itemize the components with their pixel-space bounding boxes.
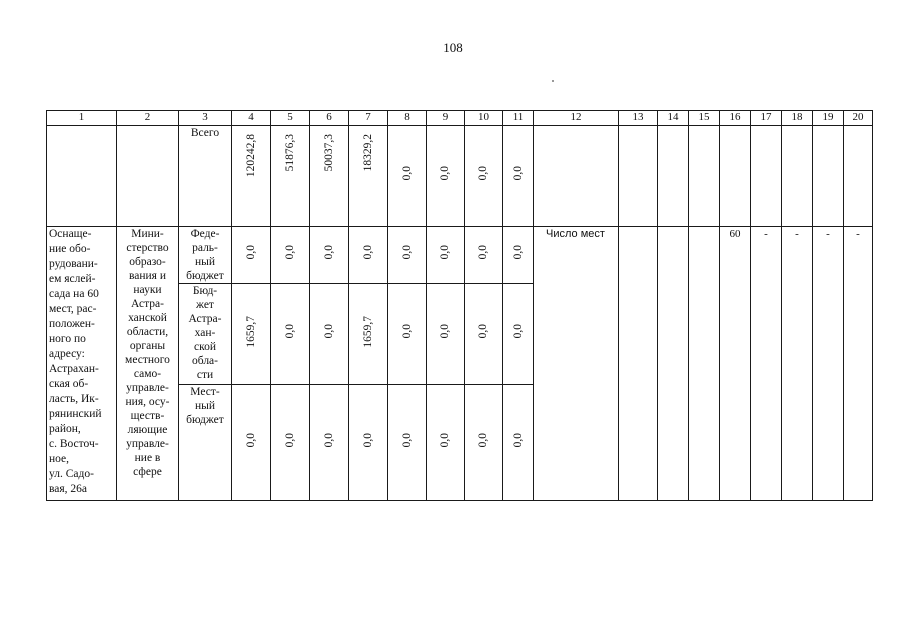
budget-label-regional: Бюд- жет Астра- хан- ской обла- сти [179, 284, 232, 385]
value-cell: 51876,3 [271, 126, 310, 227]
value-cell: 18329,2 [349, 126, 388, 227]
indicator-value-18: - [782, 227, 813, 284]
value-cell: 0,0 [465, 385, 503, 501]
empty-cell [844, 126, 873, 227]
value-cell: 0,0 [232, 385, 271, 501]
col-header: 14 [658, 111, 689, 126]
value-cell: 0,0 [271, 227, 310, 284]
budget-label-local: Мест- ный бюджет [179, 385, 232, 501]
value-cell: 0,0 [388, 126, 427, 227]
executor-text: Мини- стерство образо- вания и науки Астра- ханской области, органы местного само- управле- ния, осу- ществ- ляющие управле- ние в сфере [125, 228, 170, 478]
empty-cell [844, 385, 873, 501]
indicator-name: Число мест [534, 227, 619, 501]
event-description-text: Оснаще- ние обо- рудовани- ем яслей- сада на 60 мест, рас- положен- ного по адресу: Астрахан- ская об- ласть, Ик- рянинский район, с. Восточ- ное, ул. Садо- вая, 26а [49, 228, 102, 495]
federal-budget-row [47, 227, 873, 284]
empty-cell [689, 284, 720, 385]
col-header: 1 [47, 111, 117, 126]
value-cell: 0,0 [232, 227, 271, 284]
col-header: 9 [427, 111, 465, 126]
empty-cell [658, 385, 689, 501]
scan-artifact [552, 80, 554, 82]
budget-label-total: Всего [179, 126, 232, 227]
indicator-value-19: - [813, 227, 844, 284]
empty-cell [689, 227, 720, 284]
budget-label-federal: Феде- раль- ный бюджет [179, 227, 232, 284]
col-header: 16 [720, 111, 751, 126]
empty-cell [813, 284, 844, 385]
value-cell: 0,0 [271, 284, 310, 385]
col-header: 13 [619, 111, 658, 126]
executor [117, 227, 179, 501]
indicator-value-16: 60 [720, 227, 751, 284]
page-number: 108 [443, 40, 463, 55]
value-cell: 50037,3 [310, 126, 349, 227]
value-cell: 0,0 [427, 126, 465, 227]
col-header: 20 [844, 111, 873, 126]
value-cell: 0,0 [349, 385, 388, 501]
empty-cell [782, 385, 813, 501]
value-cell: 0,0 [271, 385, 310, 501]
value-cell: 0,0 [427, 227, 465, 284]
col-header: 17 [751, 111, 782, 126]
col-header: 4 [232, 111, 271, 126]
col-header: 10 [465, 111, 503, 126]
value-cell: 1659,7 [349, 284, 388, 385]
value-cell: 0,0 [503, 227, 534, 284]
value-cell: 0,0 [310, 385, 349, 501]
empty-cell [534, 126, 619, 227]
empty-cell [619, 385, 658, 501]
value-cell: 0,0 [310, 284, 349, 385]
empty-cell [751, 385, 782, 501]
empty-cell [751, 126, 782, 227]
value-cell: 0,0 [388, 227, 427, 284]
empty-cell [782, 284, 813, 385]
col-header: 6 [310, 111, 349, 126]
value-cell: 0,0 [465, 284, 503, 385]
empty-cell [47, 126, 117, 227]
empty-cell [844, 284, 873, 385]
col-header: 8 [388, 111, 427, 126]
col-header: 5 [271, 111, 310, 126]
empty-cell [782, 126, 813, 227]
value-cell: 1659,7 [232, 284, 271, 385]
col-header: 15 [689, 111, 720, 126]
empty-cell [117, 126, 179, 227]
empty-cell [720, 385, 751, 501]
empty-cell [658, 126, 689, 227]
col-header: 12 [534, 111, 619, 126]
value-cell: 0,0 [427, 284, 465, 385]
program-table [46, 110, 873, 501]
indicator-value-17: - [751, 227, 782, 284]
empty-cell [751, 284, 782, 385]
column-number-row [47, 111, 873, 126]
empty-cell [689, 385, 720, 501]
value-cell: 0,0 [503, 385, 534, 501]
value-cell: 0,0 [503, 126, 534, 227]
value-cell: 0,0 [349, 227, 388, 284]
total-row [47, 126, 873, 227]
empty-cell [689, 126, 720, 227]
indicator-value-20: - [844, 227, 873, 284]
col-header: 7 [349, 111, 388, 126]
value-cell: 120242,8 [232, 126, 271, 227]
value-cell: 0,0 [310, 227, 349, 284]
col-header: 11 [503, 111, 534, 126]
empty-cell [619, 284, 658, 385]
col-header: 19 [813, 111, 844, 126]
col-header: 3 [179, 111, 232, 126]
value-cell: 0,0 [427, 385, 465, 501]
empty-cell [720, 284, 751, 385]
empty-cell [619, 126, 658, 227]
empty-cell [720, 126, 751, 227]
value-cell: 0,0 [388, 385, 427, 501]
empty-cell [813, 385, 844, 501]
col-header: 2 [117, 111, 179, 126]
value-cell: 0,0 [503, 284, 534, 385]
event-description [47, 227, 117, 501]
empty-cell [813, 126, 844, 227]
value-cell: 0,0 [388, 284, 427, 385]
col-header: 18 [782, 111, 813, 126]
empty-cell [658, 284, 689, 385]
empty-cell [619, 227, 658, 284]
value-cell: 0,0 [465, 227, 503, 284]
empty-cell [658, 227, 689, 284]
value-cell: 0,0 [465, 126, 503, 227]
